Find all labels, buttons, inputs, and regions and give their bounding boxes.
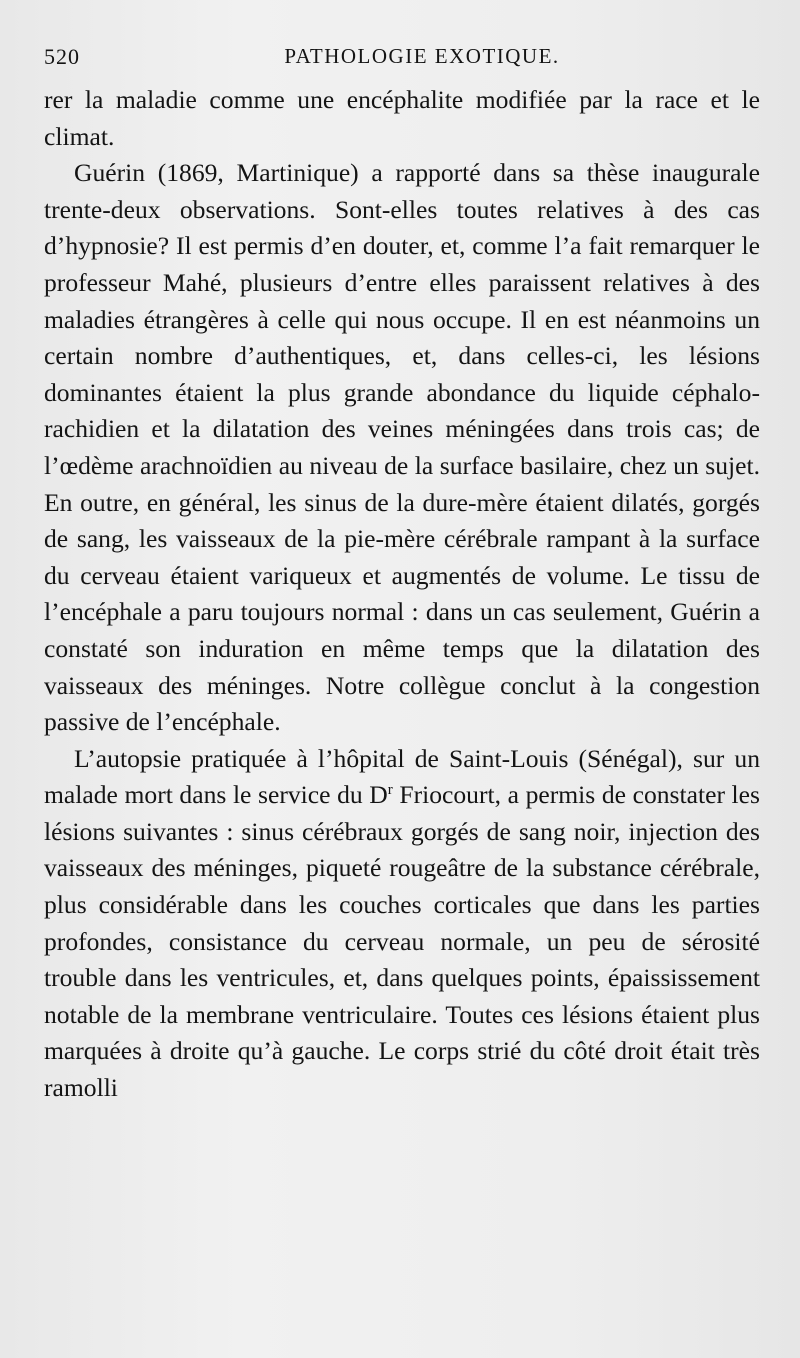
paragraph-autopsie-start: L’autopsie pratiquée à l’hôpital de Saint-Louis (Sénégal), sur un malade mort dans le service du D [44, 743, 760, 810]
running-title: PATHOLOGIE EXOTIQUE. [284, 44, 560, 68]
page-header [44, 34, 760, 82]
page-number: 520 [44, 44, 80, 69]
paragraph-autopsie-rest: Friocourt, a permis de constater les lésions suivantes : sinus cérébraux gorgés de sang noir, injection des vaisseaux des méninges, piqueté rougeâtre de la substance cérébrale, plus considérable dans les couches corticales que dans les parties profondes, consistance du cerveau normale, un peu de sérosité trouble dans les ventricules, et, dans quelques points, épaississement notable de la membrane ventriculaire. Toutes ces lésions étaient plus marquées à droite qu’à gauche. Le corps strié du côté droit était très ramolli [44, 780, 760, 1103]
body-text [44, 82, 760, 1107]
paragraph-guerin: Guérin (1869, Martinique) a rapporté dans sa thèse inaugurale trente-deux observations. Sont-elles toutes relatives à des cas d’hypnosie? Il est permis d’en douter, et, comme l’a fait remarquer le professeur Mahé, plusieurs d’entre elles paraissent relatives à des maladies étrangères à celle qui nous occupe. Il en est néanmoins un certain nombre d’authentiques, et, dans celles-ci, les lésions dominantes étaient la plus grande abondance du liquide céphalo-rachidien et la dilatation des veines méningées dans trois cas; de l’œdème arachnoïdien au niveau de la surface basilaire, chez un sujet. En outre, en général, les sinus de la dure-mère étaient dilatés, gorgés de sang, les vaisseaux de la pie-mère cérébrale rampant à la surface du cerveau étaient variqueux et augmentés de volume. Le tissu de l’encéphale a paru toujours normal : dans un cas seulement, Guérin a constaté son induration en même temps que la dilatation des vaisseaux des méninges. Notre collègue conclut à la congestion passive de l’encéphale. [44, 158, 760, 737]
paragraph-continuation: rer la maladie comme une encéphalite modifiée par la race et le climat. [44, 85, 760, 151]
paragraph-autopsie [44, 741, 760, 1107]
doctor-abbrev-superscript: r [387, 782, 393, 799]
